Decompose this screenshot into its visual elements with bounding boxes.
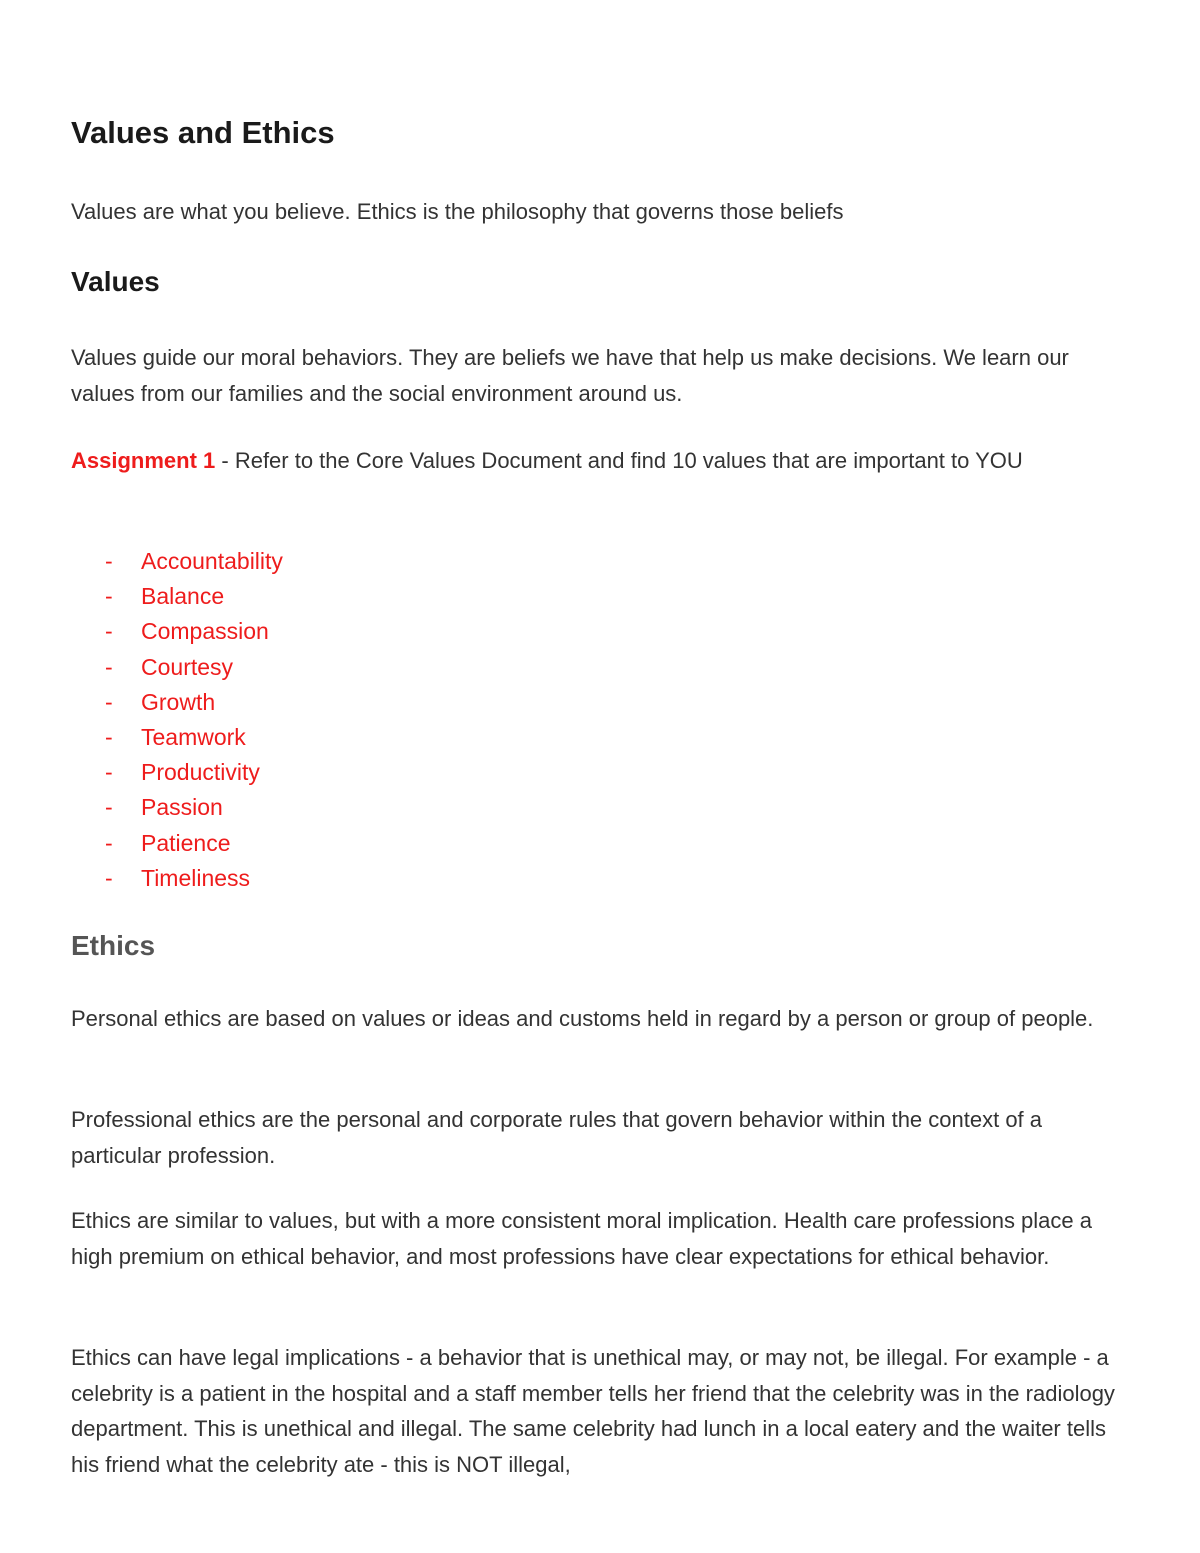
list-dash: - — [105, 829, 113, 856]
list-dash: - — [105, 759, 113, 786]
list-item-label: Teamwork — [141, 723, 246, 750]
list-item-label: Growth — [141, 688, 216, 715]
intro-paragraph: Values are what you believe. Ethics is the philosophy that governs those beliefs — [71, 199, 844, 224]
assignment-paragraph — [71, 443, 1131, 479]
list-item-label: Balance — [141, 583, 225, 610]
list-dash: - — [105, 548, 113, 574]
ethics-paragraph-personal: Personal ethics are based on values or ideas and customs held in regard by a person or group of people. — [71, 1006, 1094, 1031]
document-title: Values and Ethics — [71, 115, 335, 150]
ethics-heading: Ethics — [71, 930, 156, 961]
list-item-label: Patience — [141, 829, 231, 856]
assignment-text: - Refer to the Core Values Document and find 10 values that are important to YOU — [215, 448, 1023, 473]
ethics-paragraph-professional: Professional ethics are the personal and corporate rules that govern behavior within the context of a particular profession. — [71, 1107, 1043, 1168]
ethics-paragraph-health-care: Ethics are similar to values, but with a more consistent moral implication. Health care professions place a high premium on ethical behavior, and most professions have clear expectations for ethical behavior. — [71, 1208, 1093, 1269]
values-paragraph: Values guide our moral behaviors. They are beliefs we have that help us make decisions. We learn our values from our families and the social environment around us. — [71, 345, 1069, 406]
list-item-label: Accountability — [141, 548, 283, 574]
list-item-label: Productivity — [141, 759, 260, 786]
assignment-label: Assignment 1 — [71, 448, 216, 473]
list-item-label: Passion — [141, 794, 223, 821]
values-heading: Values — [71, 266, 160, 297]
list-dash: - — [105, 653, 113, 680]
list-item-label: Courtesy — [141, 653, 234, 680]
list-dash: - — [105, 688, 113, 715]
list-item-label: Timeliness — [141, 864, 251, 891]
list-dash: - — [105, 864, 113, 891]
list-item-label: Compassion — [141, 618, 269, 645]
ethics-paragraph-legal: Ethics can have legal implications - a behavior that is unethical may, or may not, be illegal. For example - a celebrity is a patient in the hospital and a staff member tells her friend that the celebrity was in the radiology department. This is unethical and illegal. The same celebrity had lunch in a local eatery and the waiter tells his friend what the celebrity ate - this is NOT illegal, — [71, 1345, 1115, 1477]
list-dash: - — [105, 794, 113, 821]
list-dash: - — [105, 618, 113, 645]
list-dash: - — [105, 723, 113, 750]
list-dash: - — [105, 583, 113, 610]
